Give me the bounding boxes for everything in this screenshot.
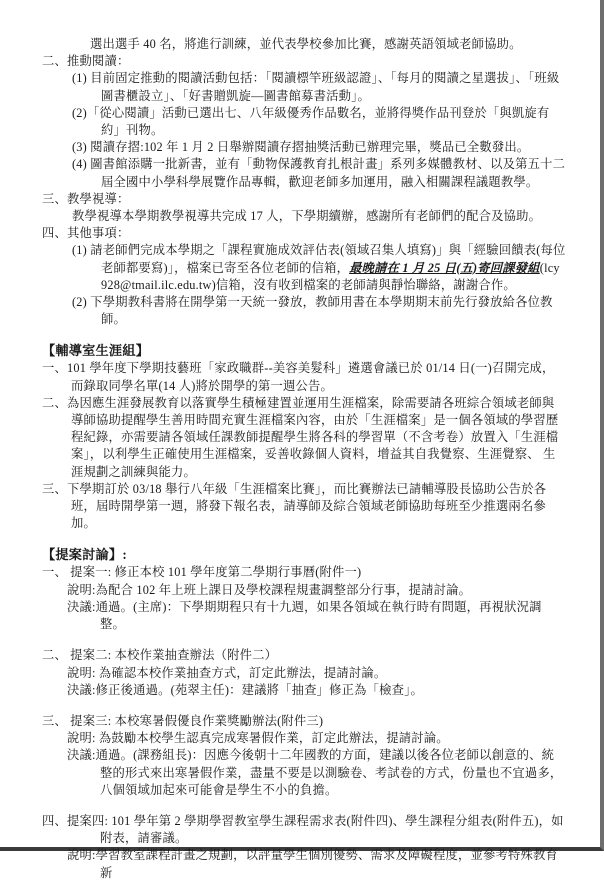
text-run: (lcy928@tmail.ilc.edu.tw)信箱，沒有收到檔案的老師請與靜怡聯絡，謝謝合作。 (101, 260, 560, 292)
spacer (42, 699, 566, 713)
text-run: 教學視導本學期教學視導共完成 17 人，下學期續辦，感謝所有老師們的配合及協助。 (72, 209, 542, 224)
text-run: 說明: 為鼓勵本校學生認真完成寒暑假作業，訂定此辦法，提請討論。 (67, 731, 449, 746)
counseling-item-2 (42, 395, 566, 481)
text-run: (1) 請老師們完成本學期之「課程實施成效評估表(領域召集人填寫)」與「經驗回饋表(每位老師都要寫)」，檔案已寄至各位老師的信箱， (72, 243, 566, 275)
reading-subitem-2 (72, 105, 566, 139)
text-run: 選出選手 40 名，將進行訓練，並代表學校參加比賽，感謝英語領域老師協助。 (90, 37, 522, 51)
text-run: 四、其他事項： (42, 226, 130, 241)
text-run: 【提案討論】: (42, 547, 127, 563)
text-run: 二、推動閱讀： (42, 54, 130, 69)
proposal-2-explanation (67, 665, 566, 682)
counseling-item-3 (42, 481, 566, 533)
reading-subitem-4 (72, 156, 566, 190)
text-run: 說明:學習教室課程計畫之規劃，以評量學生個別優勢、需求及障礙程度，並參考特殊教育新 (67, 848, 558, 880)
text-run: 一、 提案一: 修正本校 101 學年度第二學期行事曆(附件一) (42, 565, 362, 580)
text-run: 決議:通過。(主席)：下學期期程只有十九週，如果各領域在執行時有問題，再視狀況調整。 (67, 599, 542, 632)
text-run: 三、 提案三: 本校寒暑假優良作業獎勵辦法(附件三) (42, 713, 324, 728)
spacer (42, 328, 566, 342)
text-run: 決議:修正後通過。(苑翠主任)：建議將「抽查」修正為「檢查」。 (67, 682, 423, 697)
text-run: 一、101 學年度下學期技藝班「家政職群--美容美髮科」遴選會議已於 01/14 日(一)召開完成，而錄取同學名單(14 人)將於開學的第一週公告。 (42, 361, 555, 393)
report-continuation-line (42, 36, 566, 53)
text-run: 二、 提案二: 本校作業抽查辦法（附件二） (42, 648, 278, 663)
proposal-1-resolution (67, 599, 566, 633)
text-run: (4) 圖書館添購一批新書，並有「動物保護教育扎根計畫」系列多媒體教材、以及第五十二屆全國中小學科學展覽作品專輯，歡迎老師多加運用，融入相關課程議題教學。 (72, 157, 566, 189)
proposal-1-explanation (67, 582, 566, 599)
text-run: 三、教學視導： (42, 191, 130, 206)
text-run: 說明:為配合 102 年上班上課日及學校課程規畫調整部分行事，提請討論。 (67, 582, 472, 597)
document-body (42, 36, 566, 882)
others-subitem-2 (72, 294, 566, 328)
others-subitem-1 (72, 242, 566, 294)
spacer (42, 532, 566, 546)
text-run: (1) 目前固定推動的閱讀活動包括：「閱讀標竿班級認證」、「每月的閱讀之星選拔」、「班級圖書櫃設立」、「好書贈凱旋—圖書館募書活動」。 (72, 71, 560, 103)
text-run: 決議:通過。(課務組長)：因應今後朝十二年國教的方面，建議以後各位老師以創意的、統整的形式來出寒暑假作業，盡量不要是以測驗卷、考試卷的方式，份量也不宜過多，八個領域加起來可能會是學生不小的負擔。 (67, 748, 563, 797)
text-run: 三、下學期訂於 03/18 舉行八年級「生涯檔案比賽」，而比賽辦法已請輔導股長協助公告於各班，屆時開學第一週，將發下報名表，請導師及綜合領域老師協助每班至少推選兩名參加。 (42, 481, 547, 531)
report-item-3-supervision (42, 191, 566, 208)
deadline-emphasis-text: 最晚請在 1 月 25 日(五)寄回課發組 (349, 260, 540, 275)
proposal-1-title (42, 564, 566, 581)
supervision-detail (72, 208, 566, 225)
text-run: (2)「從心閱讀」活動已選出七、八年級優秀作品數名，並將得獎作品刊登於「與凱旋有約」刊物。 (72, 105, 550, 138)
text-run: 說明: 為確認本校作業抽查方式，訂定此辦法，提請討論。 (67, 665, 387, 680)
reading-subitem-3 (72, 139, 566, 156)
reading-subitem-1 (72, 70, 566, 104)
text-run: 二、為因應生涯發展教育以落實學生積極建置並運用生涯檔案，除需要請各班綜合領域老師與導師協助提醒學生善用時間充實生涯檔案內容，由於「生涯檔案」是一個各領域的學習歷程紀錄，亦需要請各領域任課教師提醒學生將各科的學習單（不含考卷）放置入「生涯檔案」，以利學生正確使用生涯檔案，妥善收錄個人資料，增益其自我覺察、生涯覺察、 生涯規劃之訓練與能力。 (42, 395, 559, 479)
text-run: (3) 閱讀存摺:102 年 1 月 2 日舉辦閱讀存摺抽獎活動已辦理完畢，獎品已全數發出。 (72, 140, 530, 155)
proposal-4-title (42, 813, 566, 847)
proposal-3-title (42, 713, 566, 730)
section-header-proposals (42, 546, 566, 564)
text-run: (2) 下學期教科書將在開學第一天統一發放，教師用書在本學期期末前先行發放給各位教師。 (72, 295, 553, 327)
section-header-counseling (42, 342, 566, 360)
counseling-item-1 (42, 360, 566, 394)
spacer (42, 799, 566, 813)
proposal-4-explanation (67, 847, 566, 881)
proposal-2-resolution (67, 682, 566, 699)
proposal-2-title (42, 647, 566, 664)
report-item-4-others (42, 225, 566, 242)
text-run: 【輔導室生涯組】 (42, 343, 150, 359)
text-run: 四、提案四: 101 學年第 2 學期學習教室學生課程需求表(附件四)、學生課程分組表(附件五)，如附表，請審議。 (42, 813, 564, 846)
report-item-2-reading (42, 53, 566, 70)
spacer (42, 633, 566, 647)
proposal-3-explanation (67, 730, 566, 747)
proposal-3-resolution (67, 747, 566, 799)
